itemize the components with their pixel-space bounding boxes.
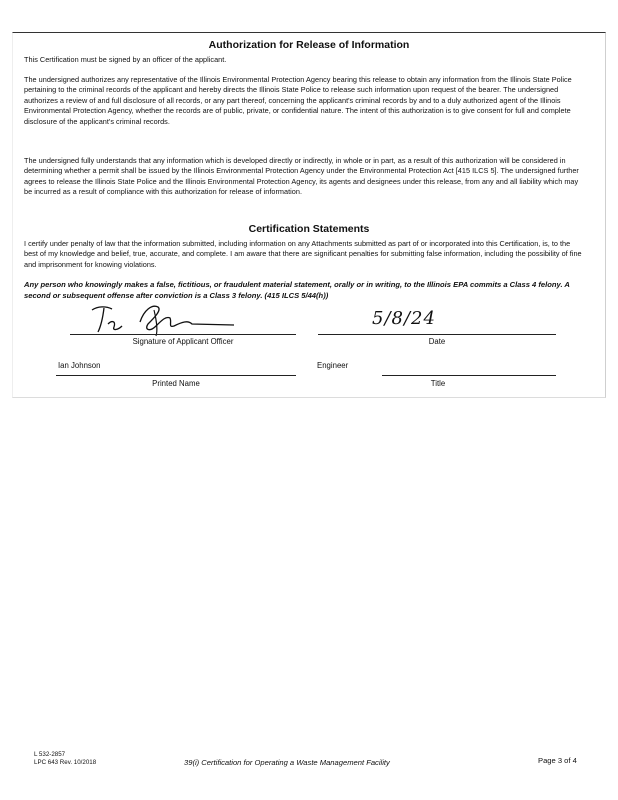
- form-title: 39(i) Certification for Operating a Waste Management Facility: [184, 758, 390, 767]
- signature-line: [70, 334, 296, 335]
- title-label: Title: [430, 379, 446, 388]
- form-code: L 532-2857: [34, 751, 66, 758]
- certification-statement: I certify under penalty of law that the information submitted, including information on any Attachments submitted as part of or incorporated into this Certification, is, to the best of my knowledge and belief, true, accurate, and complete. I am aware that there are significant penalties for submitting false information, including the possibility of fine and imprisonment for knowing violations.: [24, 239, 582, 269]
- title-value: Engineer: [317, 361, 349, 370]
- printed-name-label: Printed Name: [152, 379, 200, 388]
- authorization-paragraph-1: The undersigned authorizes any representative of the Illinois Environmental Protection Agency bearing this release to obtain any information from the Illinois State Police pertaining to the criminal records of the applicant and hereby directs the Illinois State Police to release such information upon request of the bearer. The undersigned authorizes a review of and full disclosure of all records, or any part thereof, concerning the applicant's criminal records by and to a duly authorized agent of the Illinois Environmental Protection Agency, whether the records are of public, private, or confidential nature. The intent of this authorization is to give consent for full and complete disclosure of the applicant's criminal records.: [24, 75, 572, 126]
- date-line: [318, 334, 556, 335]
- page-number: Page 3 of 4: [538, 756, 577, 765]
- certification-title: Certification Statements: [248, 223, 370, 235]
- printed-name-value: Ian Johnson: [58, 361, 101, 370]
- signing-note: This Certification must be signed by an officer of the applicant.: [24, 55, 227, 64]
- date-value: 5/8/24: [372, 308, 436, 329]
- authorization-title: Authorization for Release of Information: [208, 39, 410, 51]
- handwritten-signature: [88, 300, 238, 338]
- printed-name-line: [56, 375, 296, 376]
- authorization-paragraph-2: The undersigned fully understands that any information which is developed directly or indirectly, in whole or in part, as a result of this authorization will be considered in determining whether a permit shall be issued by the Illinois Environmental Protection Agency under the Environmental Protection Act [415 ILCS 5]. The undersigned further agrees to release the Illinois State Police and the Illinois Environmental Protection Agency, its agents and designees under this release, from any and all liability which may be incurred as a result of compliance with this authorization for release of information.: [24, 156, 579, 197]
- date-label: Date: [428, 337, 446, 346]
- form-revision: LPC 643 Rev. 10/2018: [34, 759, 97, 766]
- signature-label: Signature of Applicant Officer: [132, 337, 234, 346]
- title-line: [382, 375, 556, 376]
- felony-warning: Any person who knowingly makes a false, fictitious, or fraudulent material statement, orally or in writing, to the Illinois EPA commits a Class 4 felony. A second or subsequent offense after conviction is a Class 3 felony. (415 ILCS 5/44(h)): [24, 280, 570, 300]
